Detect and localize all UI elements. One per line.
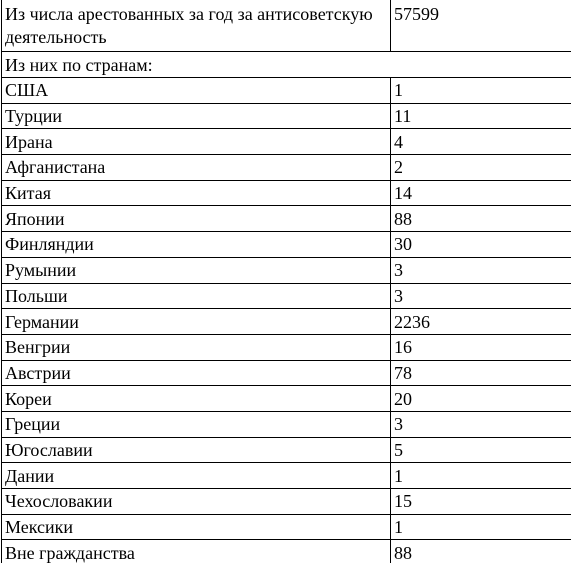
table-row (2, 489, 571, 515)
arrest-count: 5 (391, 437, 571, 463)
table-row (2, 411, 571, 437)
country-name: Югославии (2, 437, 391, 463)
total-value: 57599 (391, 0, 571, 52)
table-row (2, 334, 571, 360)
table-row (2, 360, 571, 386)
table-row (2, 129, 571, 155)
country-name: Австрии (2, 360, 391, 386)
table-row (2, 283, 571, 309)
arrest-count: 2236 (391, 309, 571, 335)
country-name: Ирана (2, 129, 391, 155)
arrest-count: 3 (391, 411, 571, 437)
table-row (2, 437, 571, 463)
table-row (2, 206, 571, 232)
arrest-count: 16 (391, 334, 571, 360)
total-label: Из числа арестованных за год за антисоветскую деятельность (2, 0, 391, 52)
arrest-count: 88 (391, 206, 571, 232)
group-header: Из них по странам: (2, 52, 571, 78)
country-name: Польши (2, 283, 391, 309)
country-name: Мексики (2, 514, 391, 540)
document-page (1, 0, 571, 563)
arrest-count: 3 (391, 283, 571, 309)
total-row (2, 0, 571, 52)
table-row (2, 232, 571, 258)
table-row (2, 257, 571, 283)
country-name: Греции (2, 411, 391, 437)
table-row (2, 103, 571, 129)
arrests-by-country-table (1, 0, 571, 563)
country-name: Чехословакии (2, 489, 391, 515)
arrest-count: 14 (391, 180, 571, 206)
arrest-count: 88 (391, 540, 571, 563)
table-row (2, 540, 571, 563)
arrest-count: 4 (391, 129, 571, 155)
arrest-count: 15 (391, 489, 571, 515)
country-name: Японии (2, 206, 391, 232)
arrest-count: 78 (391, 360, 571, 386)
country-name: Китая (2, 180, 391, 206)
arrest-count: 3 (391, 257, 571, 283)
country-name: Румынии (2, 257, 391, 283)
arrest-count: 1 (391, 514, 571, 540)
country-name: Кореи (2, 386, 391, 412)
country-name: Дании (2, 463, 391, 489)
table-row (2, 309, 571, 335)
arrest-count: 1 (391, 463, 571, 489)
table-body (2, 0, 571, 563)
arrest-count: 1 (391, 78, 571, 104)
country-name: Венгрии (2, 334, 391, 360)
country-name: Афганистана (2, 155, 391, 181)
table-row (2, 155, 571, 181)
table-row (2, 78, 571, 104)
country-name: Турции (2, 103, 391, 129)
arrest-count: 2 (391, 155, 571, 181)
table-row (2, 463, 571, 489)
country-name: США (2, 78, 391, 104)
table-row (2, 386, 571, 412)
arrest-count: 30 (391, 232, 571, 258)
group-header-row (2, 52, 571, 78)
country-name: Вне гражданства (2, 540, 391, 563)
country-name: Германии (2, 309, 391, 335)
arrest-count: 11 (391, 103, 571, 129)
table-row (2, 180, 571, 206)
country-name: Финляндии (2, 232, 391, 258)
table-row (2, 514, 571, 540)
arrest-count: 20 (391, 386, 571, 412)
